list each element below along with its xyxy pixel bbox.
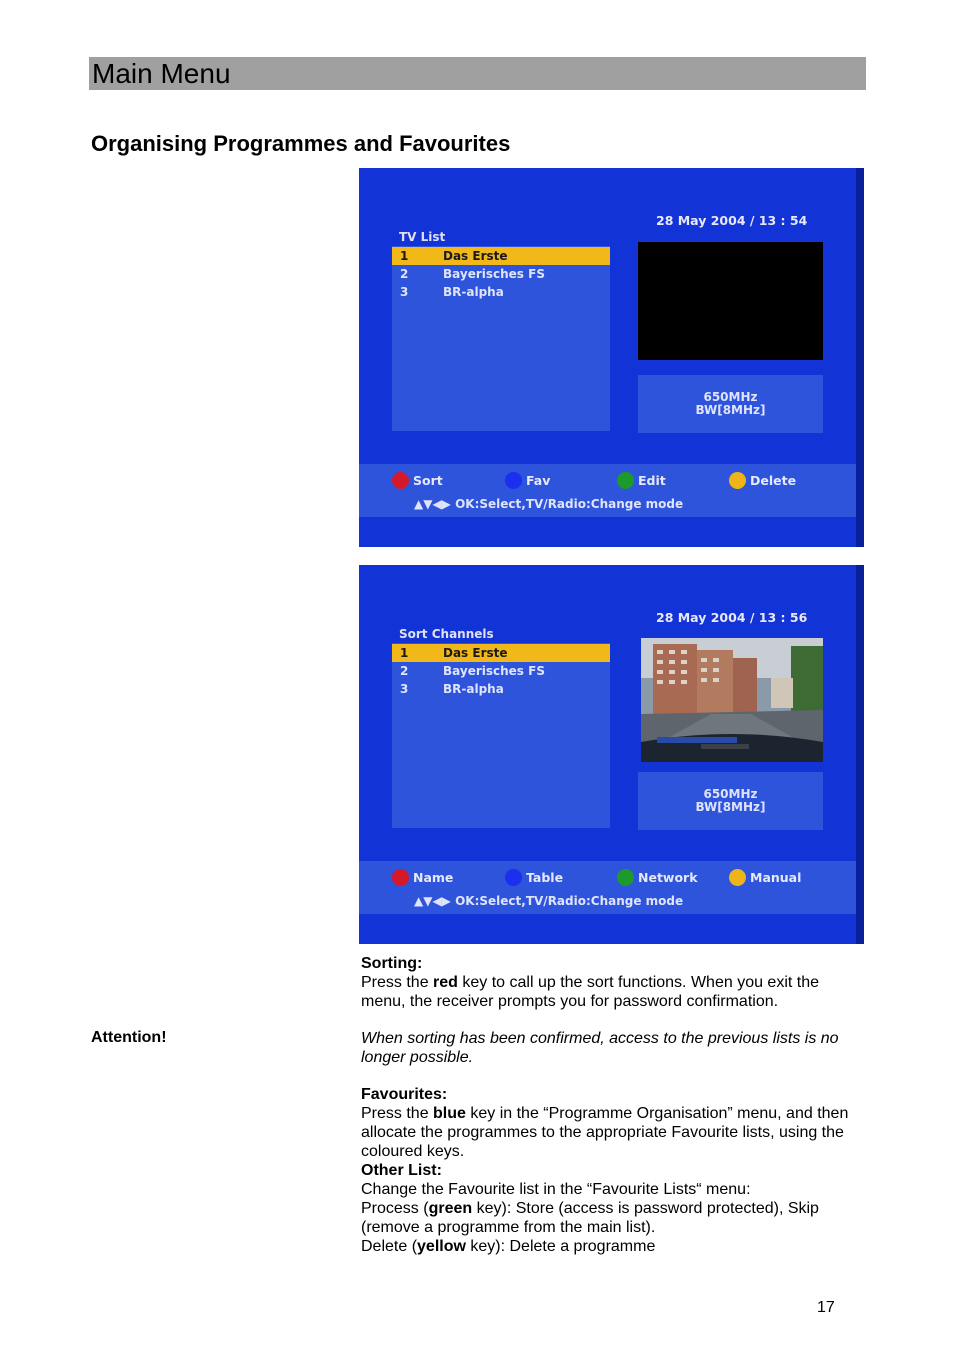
section-title: Organising Programmes and Favourites — [91, 131, 511, 156]
green-key-edit[interactable]: Edit — [617, 472, 666, 490]
list-title: Sort Channels — [399, 627, 494, 641]
yellow-dot-icon — [729, 869, 746, 886]
yellow-key-delete[interactable]: Delete — [729, 472, 796, 490]
sorting-heading: Sorting: — [361, 955, 423, 972]
blue-key-fav[interactable]: Fav — [505, 472, 550, 490]
red-key-name[interactable]: Name — [392, 869, 453, 887]
red-dot-icon — [392, 472, 409, 489]
tv-screen-sort-channels — [359, 565, 864, 944]
channel-row[interactable]: 3 BR-alpha — [400, 285, 504, 299]
video-preview-street — [641, 638, 823, 762]
channel-row[interactable]: 1 Das Erste — [392, 247, 610, 265]
favourites-heading: Favourites: — [361, 1086, 448, 1103]
date-time: 28 May 2004 / 13 : 54 — [656, 213, 808, 228]
blue-dot-icon — [505, 869, 522, 886]
channel-list — [392, 246, 610, 431]
color-key-bar — [359, 464, 856, 517]
yellow-key-manual[interactable]: Manual — [729, 869, 801, 887]
blue-key-table[interactable]: Table — [505, 869, 563, 887]
list-title: TV List — [399, 230, 446, 244]
page-title: Main Menu — [92, 58, 231, 89]
other-list-heading: Other List: — [361, 1162, 442, 1179]
video-preview — [638, 242, 823, 360]
navigation-hint: ▲▼◀▶ OK:Select,TV/Radio:Change mode — [414, 894, 684, 908]
yellow-dot-icon — [729, 472, 746, 489]
signal-info: 650MHz BW[8MHz] — [638, 772, 823, 830]
channel-row[interactable]: 1 Das Erste — [392, 644, 610, 662]
tv-screen-tv-list — [359, 168, 864, 547]
street-image — [641, 638, 823, 762]
favourites-section: Favourites: Press the blue key in the “Programme Organisation” menu, and then allocate the programmes to the appropriate Favourite lists, using the coloured keys. Other List: Change the Favourite list in the “Favourite Lists“ menu: Process (green key): Store (access is password protected), Skip (remove a programme from the main list). Delete (yellow key): Delete a programme — [361, 1086, 849, 1255]
channel-row[interactable]: 2 Bayerisches FS — [400, 664, 545, 678]
red-key-sort[interactable]: Sort — [392, 472, 443, 490]
attention-note: When sorting has been confirmed, access to the previous lists is no longer possible. — [361, 1030, 839, 1066]
channel-list — [392, 643, 610, 828]
channel-row[interactable]: 3 BR-alpha — [400, 682, 504, 696]
green-dot-icon — [617, 869, 634, 886]
channel-row[interactable]: 2 Bayerisches FS — [400, 267, 545, 281]
color-key-bar — [359, 861, 856, 914]
green-key-network[interactable]: Network — [617, 869, 698, 887]
page-number: 17 — [817, 1299, 835, 1316]
red-dot-icon — [392, 869, 409, 886]
signal-info: 650MHz BW[8MHz] — [638, 375, 823, 433]
date-time: 28 May 2004 / 13 : 56 — [656, 610, 808, 625]
header-bar — [89, 57, 866, 90]
attention-label: Attention! — [91, 1029, 167, 1046]
navigation-hint: ▲▼◀▶ OK:Select,TV/Radio:Change mode — [414, 497, 684, 511]
green-dot-icon — [617, 472, 634, 489]
blue-dot-icon — [505, 472, 522, 489]
sorting-section: Sorting: Press the red key to call up the sort functions. When you exit the menu, the receiver prompts you for password confirmation. — [361, 955, 820, 1010]
